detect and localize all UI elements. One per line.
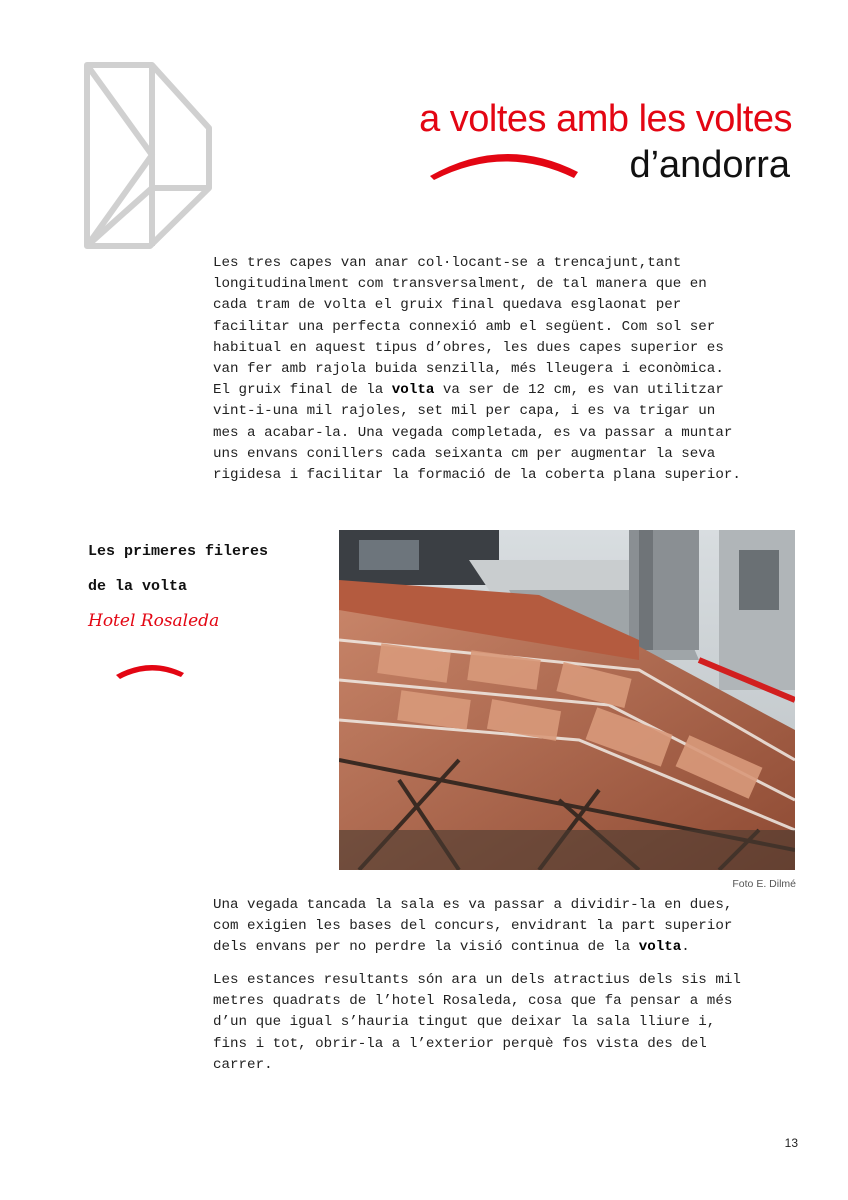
text-line: facilitar una perfecta connexió amb el següent. Com sol ser [213, 318, 716, 335]
text-line: Les tres capes van anar col·locant-se a trencajunt,tant [213, 255, 682, 271]
page-title: a voltes amb les voltes [419, 98, 792, 140]
text-line: longitudinalment com transversalment, de tal manera que en [213, 276, 707, 293]
text-segment: El gruix final de la [213, 382, 392, 399]
text-segment: dels envans per no perdre la visió continua de la [213, 939, 639, 956]
page-subtitle: d’andorra [629, 144, 790, 186]
paragraph-3 [213, 970, 741, 1076]
photo-caption-line2: de la volta [88, 578, 188, 595]
outlined-d-logo-icon [82, 60, 214, 250]
text-line: d’un que igual s’hauria tingut que deixar la sala lliure i, [213, 1014, 716, 1031]
text-line: vint-i-una mil rajoles, set mil per capa, i es va trigar un [213, 403, 716, 420]
text-line: van fer amb rajola buida senzilla, més lleugera i econòmica. [213, 361, 724, 378]
text-line: mes a acabar-la. Una vegada completada, es va passar a muntar [213, 424, 733, 441]
text-segment: . [681, 939, 690, 956]
text-line: habitual en aquest tipus d’obres, les dues capes superior es [213, 339, 724, 356]
hotel-name: Hotel Rosaleda [88, 611, 220, 631]
text-line: Les estances resultants són ara un dels atractius dels sis mil [213, 972, 741, 988]
red-arc-small-icon [114, 660, 186, 680]
brick-vault-photo [339, 530, 795, 870]
text-line [213, 380, 741, 401]
photo-credit: Foto E. Dilmé [732, 878, 796, 890]
text-line [213, 937, 732, 958]
text-line: fins i tot, obrir-la a l’exterior perquè fos vista des del [213, 1035, 707, 1052]
bold-term: volta [638, 939, 682, 956]
red-arc-decoration-icon [424, 140, 584, 184]
text-line: com exigien les bases del concurs, envidrant la part superior [213, 918, 733, 935]
paragraph-2 [213, 895, 732, 959]
text-line: uns envans conillers cada seixanta cm per augmentar la seva [213, 445, 716, 462]
text-segment: va ser de 12 cm, es van utilitzar [434, 382, 724, 399]
text-line: rigidesa i facilitar la formació de la coberta plana superior. [213, 467, 741, 484]
bold-term: volta [391, 382, 435, 399]
intro-paragraph [213, 253, 741, 486]
text-line: metres quadrats de l’hotel Rosaleda, cosa que fa pensar a més [213, 993, 733, 1010]
text-line: carrer. [213, 1056, 273, 1073]
text-line: cada tram de volta el gruix final quedava esglaonat per [213, 297, 682, 314]
page-number: 13 [784, 1136, 798, 1150]
text-line: Una vegada tancada la sala es va passar a dividir-la en dues, [213, 897, 733, 913]
photo-caption-line1: Les primeres fileres [88, 543, 269, 560]
